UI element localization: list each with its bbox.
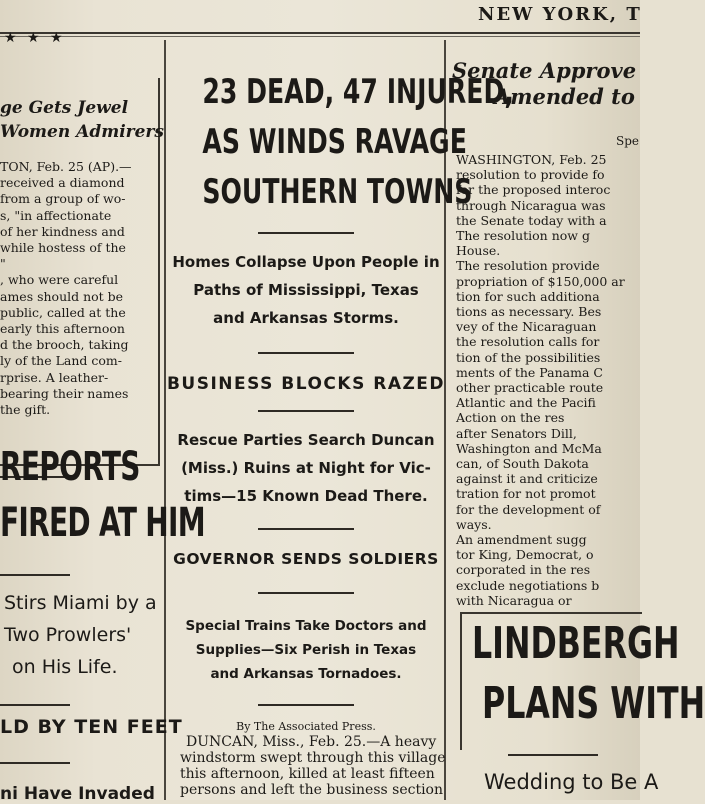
deck-4: GOVERNOR SENDS SOLDIERS — [173, 550, 439, 568]
story-line-4: persons and left the business section — [180, 782, 443, 798]
deck-1-line-3: and Arkansas Storms. — [213, 309, 399, 327]
body-line: Action on the res — [456, 410, 565, 426]
body-line: ames should not be — [0, 288, 124, 304]
body-line: with Nicaragua or — [456, 592, 572, 608]
body-line: s, "in affectionate — [0, 207, 112, 223]
body-line: after Senators Dill, — [456, 425, 577, 441]
masthead-rule-thin — [0, 36, 640, 37]
body-line: ways. — [456, 516, 492, 532]
left-rule-4 — [0, 762, 70, 764]
body-line: the resolution calls for — [456, 334, 600, 350]
center-rule-2 — [258, 352, 354, 354]
senate-headline-line-2: Amended to — [494, 84, 635, 109]
body-line: tor King, Democrat, o — [456, 547, 594, 563]
special-credit: Spe — [616, 134, 640, 148]
center-rule-1 — [258, 232, 354, 234]
story-line-2: windstorm swept through this village — [180, 750, 446, 766]
body-line: from a group of wo- — [0, 191, 126, 207]
body-line: WASHINGTON, Feb. 25 — [456, 152, 607, 167]
left-column — [0, 40, 205, 804]
body-line: " — [0, 256, 6, 272]
lindbergh-headline-line-2: PLANS WITH — [482, 678, 705, 729]
left-rule-2 — [0, 574, 70, 576]
body-line: the gift. — [0, 402, 51, 417]
ten-feet-headline: LD BY TEN FEET — [0, 716, 183, 738]
bottom-headline-cut: ni Have Invaded — [0, 784, 155, 804]
body-line: of her kindness and — [0, 223, 125, 239]
body-line: House. — [456, 243, 501, 259]
body-line: received a diamond — [0, 175, 125, 191]
wedding-subhead: Wedding to Be A — [484, 770, 659, 794]
body-line: rprise. A leather- — [0, 369, 109, 385]
body-line: tions as necessary. Bes — [456, 304, 602, 319]
body-line: the Senate today with a — [456, 212, 607, 228]
body-line: The resolution provide — [456, 258, 600, 274]
main-headline-line-2: AS WINDS RAVAGE — [202, 122, 467, 162]
body-line: tion for such additiona — [456, 288, 600, 304]
body-line: TON, Feb. 25 (AP).— — [0, 159, 132, 174]
body-line: for the development of — [456, 501, 601, 517]
body-line: through Nicaragua was — [456, 197, 606, 213]
right-column — [448, 40, 705, 800]
body-line: against it and criticize — [456, 471, 598, 487]
right-rule — [508, 754, 598, 756]
sub-deck-line-2: Two Prowlers' — [4, 624, 132, 646]
center-rule-3 — [258, 410, 354, 412]
center-rule-5 — [258, 592, 354, 594]
body-line: An amendment sugg — [456, 532, 587, 547]
left-rule-3 — [0, 704, 70, 706]
body-line: ly of the Land com- — [0, 353, 122, 369]
body-line: tration for not promot — [456, 486, 596, 502]
senate-headline-line-1: Senate Approve — [452, 58, 637, 83]
deck-5-line-1: Special Trains Take Doctors and — [185, 618, 427, 634]
deck-1-line-1: Homes Collapse Upon People in — [172, 253, 440, 271]
jewel-headline-line-1: ge Gets Jewel — [0, 98, 129, 118]
reports-headline: REPORTS — [0, 444, 140, 490]
body-line: vey of the Nicaraguan — [456, 319, 597, 335]
fired-headline: FIRED AT HIM — [0, 500, 205, 546]
lindbergh-headline-line-1: LINDBERGH — [472, 618, 680, 669]
main-headline-line-3: SOUTHERN TOWNS — [202, 172, 473, 212]
body-line: can, of South Dakota — [456, 456, 589, 471]
wire-credit: By The Associated Press. — [236, 720, 376, 733]
body-line: while hostess of the — [0, 240, 126, 255]
deck-3-line-3: tims—15 Known Dead There. — [184, 487, 428, 505]
deck-2: BUSINESS BLOCKS RAZED — [166, 374, 446, 394]
deck-5-line-2: Supplies—Six Perish in Texas — [195, 642, 417, 658]
center-rule-4 — [258, 528, 354, 530]
sub-deck-line-1: Stirs Miami by a — [4, 592, 157, 614]
body-line: public, called at the — [0, 304, 126, 320]
masthead-city: NEW YORK, T — [478, 4, 642, 25]
body-line: bearing their names — [0, 385, 129, 401]
body-line: Atlantic and the Pacifi — [456, 395, 596, 411]
main-headline-line-1: 23 DEAD, 47 INJURED, — [202, 72, 514, 112]
jewel-headline-line-2: Women Admirers — [0, 122, 164, 142]
body-line: early this afternoon — [0, 321, 125, 336]
body-line: resolution to provide fo — [456, 167, 605, 183]
story-line-1: DUNCAN, Miss., Feb. 25.—A heavy — [186, 734, 437, 750]
body-line: tion of the possibilities — [456, 349, 601, 365]
story-line-3: this afternoon, killed at least fifteen — [180, 766, 435, 782]
body-line: Washington and McMa — [456, 440, 602, 456]
body-line: exclude negotiations b — [456, 577, 600, 593]
deck-3-line-2: (Miss.) Ruins at Night for Vic- — [181, 459, 431, 477]
body-line: for the proposed interoc — [456, 182, 611, 198]
sub-deck-line-3: on His Life. — [12, 656, 118, 678]
body-line: corporated in the res — [456, 562, 591, 578]
body-line: ments of the Panama C — [456, 364, 603, 380]
body-line: , who were careful — [0, 272, 119, 288]
masthead-rule — [0, 32, 640, 34]
body-line: The resolution now g — [456, 228, 590, 243]
center-rule-6 — [258, 704, 354, 706]
body-line: propriation of $150,000 ar — [456, 273, 625, 289]
body-line: other practicable route — [456, 380, 604, 395]
deck-3-line-1: Rescue Parties Search Duncan — [177, 431, 435, 449]
deck-5-line-3: and Arkansas Tornadoes. — [210, 666, 402, 682]
edition-stars: ★ ★ ★ — [4, 30, 66, 46]
body-line: d the brooch, taking — [0, 337, 129, 353]
deck-1-line-2: Paths of Mississippi, Texas — [193, 281, 419, 299]
